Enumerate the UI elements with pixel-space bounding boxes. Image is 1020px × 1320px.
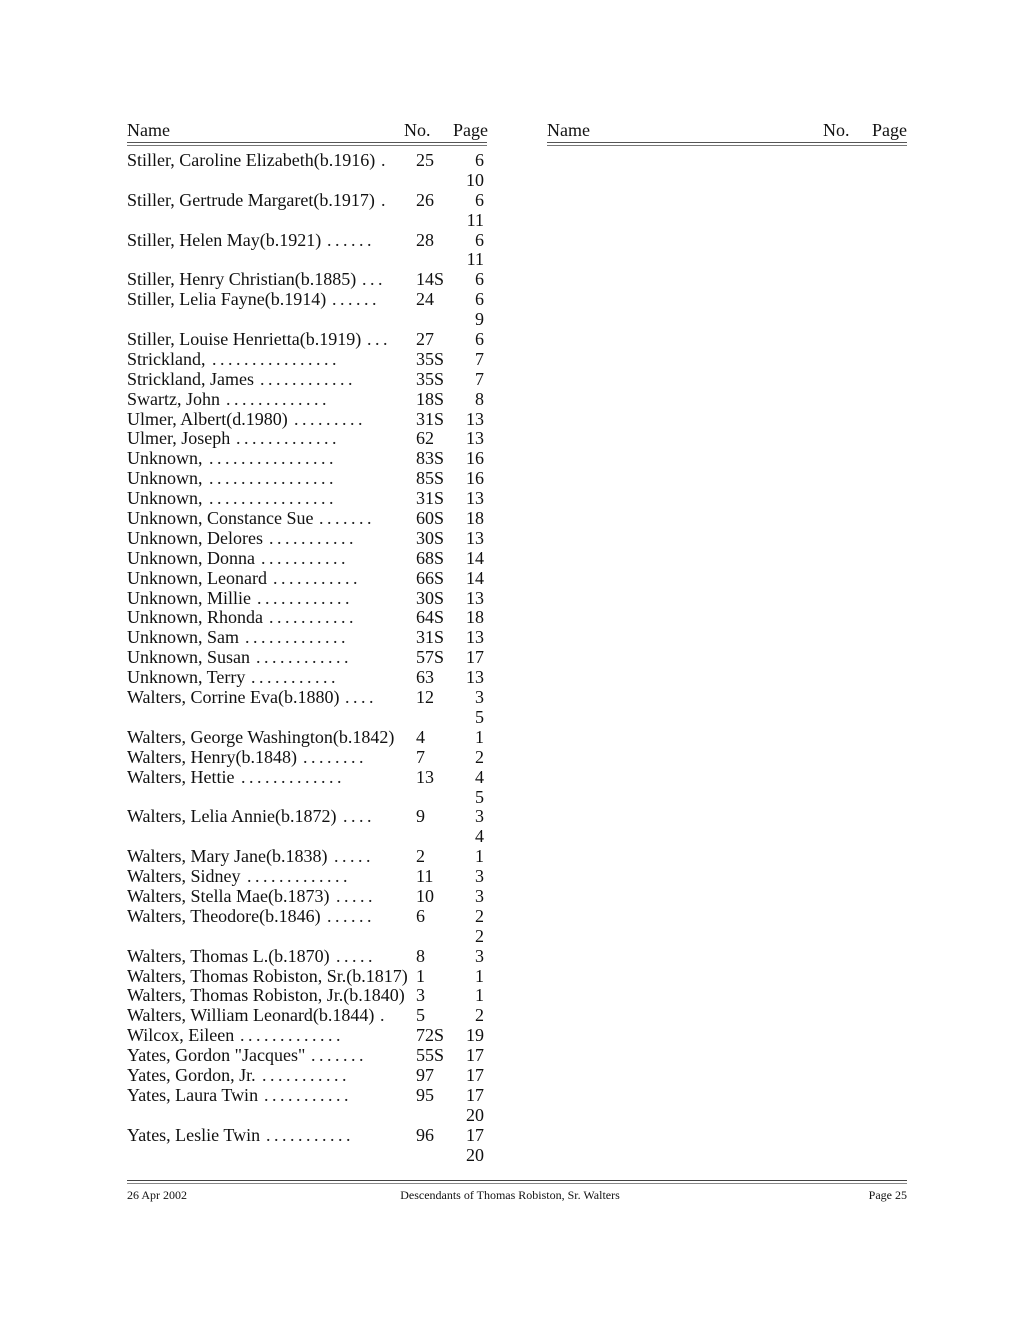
index-entry <box>127 926 497 946</box>
entry-name: Swartz, John <box>127 388 220 409</box>
index-entry <box>127 369 497 389</box>
entry-name: Walters, Thomas L.(b.1870) <box>127 945 330 966</box>
entry-dot-leader: ................ <box>209 488 337 509</box>
entry-page: 20 <box>466 1104 484 1125</box>
entry-number: 66S <box>416 567 445 588</box>
index-entry <box>127 1045 497 1065</box>
entry-number: 57S <box>416 647 445 668</box>
entry-dot-leader: ........... <box>269 607 357 628</box>
entry-page: 1 <box>475 846 484 867</box>
entry-page: 11 <box>466 249 484 270</box>
entry-name: Walters, Corrine Eva(b.1880) <box>127 687 340 708</box>
entry-number: 3 <box>416 985 425 1006</box>
entry-name: Unknown, Donna <box>127 547 255 568</box>
index-entry <box>127 707 497 727</box>
entry-page: 19 <box>466 1025 484 1046</box>
index-entry <box>127 627 497 647</box>
entry-name: Unknown, Rhonda <box>127 607 263 628</box>
entry-name: Unknown, Terry <box>127 667 246 688</box>
footer-title: Descendants of Thomas Robiston, Sr. Walters <box>400 1188 620 1202</box>
entry-name: Walters, Sidney <box>127 866 241 887</box>
index-entry <box>127 210 497 230</box>
index-entry <box>127 269 497 289</box>
entry-name: Wilcox, Eileen <box>127 1025 235 1046</box>
entry-page: 1 <box>475 726 484 747</box>
index-entry <box>127 468 497 488</box>
index-entry <box>127 846 497 866</box>
entry-page: 16 <box>466 448 484 469</box>
index-entry <box>127 647 497 667</box>
entry-page: 5 <box>475 786 484 807</box>
header-page-label: Page <box>453 120 488 140</box>
index-entry <box>127 409 497 429</box>
entry-number: 62 <box>416 428 434 449</box>
index-entry <box>127 389 497 409</box>
index-entry <box>127 767 497 787</box>
entry-dot-leader: ............ <box>260 368 356 389</box>
entry-page: 17 <box>466 647 484 668</box>
entry-name: Yates, Leslie Twin <box>127 1124 261 1145</box>
entry-name: Stiller, Caroline Elizabeth(b.1916) <box>127 150 376 170</box>
entry-page: 10 <box>466 169 484 190</box>
entry-page: 5 <box>475 706 484 727</box>
entry-page: 2 <box>475 925 484 946</box>
entry-number: 14S <box>416 269 445 290</box>
entry-name: Unknown, <box>127 448 203 469</box>
index-entry <box>127 349 497 369</box>
index-entry <box>127 528 497 548</box>
index-entry <box>127 230 497 250</box>
entry-page: 1 <box>475 965 484 986</box>
entry-page: 2 <box>475 746 484 767</box>
entry-name: Strickland, <box>127 348 206 369</box>
entry-dot-leader: ..... <box>336 945 376 966</box>
entry-name: Walters, Thomas Robiston, Jr.(b.1840) <box>127 985 405 1006</box>
entry-page: 3 <box>475 687 484 708</box>
entry-page: 16 <box>466 468 484 489</box>
entry-number: 83S <box>416 448 445 469</box>
entry-name: Unknown, Millie <box>127 587 251 608</box>
index-entry <box>127 866 497 886</box>
entry-page: 18 <box>466 607 484 628</box>
entry-name: Unknown, <box>127 468 203 489</box>
entry-number: 5 <box>416 1005 425 1026</box>
entry-page: 3 <box>475 866 484 887</box>
index-entry-list <box>127 150 497 1164</box>
entry-dot-leader: .... <box>343 806 375 827</box>
entry-number: 6 <box>416 905 425 926</box>
entry-number: 9 <box>416 806 425 827</box>
entry-page: 17 <box>466 1124 484 1145</box>
entry-page: 20 <box>466 1144 484 1165</box>
index-entry <box>127 448 497 468</box>
entry-page: 7 <box>475 368 484 389</box>
entry-number: 63 <box>416 667 434 688</box>
entry-name: Stiller, Louise Henrietta(b.1919) <box>127 329 362 350</box>
entry-page: 8 <box>475 388 484 409</box>
index-entry <box>127 568 497 588</box>
index-entry <box>127 1005 497 1025</box>
entry-dot-leader: ........... <box>269 527 357 548</box>
entry-name: Walters, Henry(b.1848) <box>127 746 297 767</box>
entry-number: 12 <box>416 687 434 708</box>
index-entry <box>127 946 497 966</box>
entry-dot-leader: ........... <box>251 667 339 688</box>
entry-page: 3 <box>475 885 484 906</box>
entry-dot-leader: ................ <box>209 448 337 469</box>
entry-dot-leader: ............ <box>257 587 353 608</box>
entry-number: 18S <box>416 388 445 409</box>
index-header-right <box>547 118 907 143</box>
index-entry <box>127 588 497 608</box>
index-entry <box>127 309 497 329</box>
entry-dot-leader: ....... <box>311 1045 367 1066</box>
entry-number: 30S <box>416 527 445 548</box>
entry-page: 13 <box>466 408 484 429</box>
entry-number: 26 <box>416 189 434 210</box>
index-entry <box>127 747 497 767</box>
entry-number: 64S <box>416 607 445 628</box>
footer-page-number: Page 25 <box>868 1188 907 1202</box>
entry-number: 85S <box>416 468 445 489</box>
entry-page: 18 <box>466 508 484 529</box>
entry-page: 14 <box>466 567 484 588</box>
entry-number: 8 <box>416 945 425 966</box>
entry-dot-leader: ............. <box>247 866 351 887</box>
entry-dot-leader: ............. <box>240 1025 344 1046</box>
index-entry <box>127 687 497 707</box>
entry-dot-leader: ......... <box>294 408 366 429</box>
entry-name: Yates, Gordon "Jacques" <box>127 1045 306 1066</box>
entry-dot-leader: ............ <box>256 647 352 668</box>
entry-dot-leader: ............. <box>226 388 330 409</box>
entry-page: 3 <box>475 806 484 827</box>
entry-page: 17 <box>466 1084 484 1105</box>
entry-number: 72S <box>416 1025 445 1046</box>
header-name-label: Name <box>127 120 170 140</box>
entry-name: Strickland, James <box>127 368 254 389</box>
entry-page: 17 <box>466 1045 484 1066</box>
entry-dot-leader: ........... <box>264 1084 352 1105</box>
entry-number: 4 <box>416 726 425 747</box>
entry-page: 4 <box>475 826 484 847</box>
entry-name: Walters, Thomas Robiston, Sr.(b.1817) <box>127 965 408 986</box>
header-number-label: No. <box>404 120 431 140</box>
entry-name: Walters, Lelia Annie(b.1872) <box>127 806 337 827</box>
entry-number: 96 <box>416 1124 434 1145</box>
entry-name: Unknown, <box>127 488 203 509</box>
entry-name: Ulmer, Albert(d.1980) <box>127 408 288 429</box>
entry-dot-leader: ...... <box>327 229 375 250</box>
entry-name: Stiller, Gertrude Margaret(b.1917) <box>127 189 375 210</box>
entry-number: 31S <box>416 488 445 509</box>
entry-name: Walters, Theodore(b.1846) <box>127 905 321 926</box>
entry-number: 97 <box>416 1064 434 1085</box>
index-entry <box>127 488 497 508</box>
entry-number: 31S <box>416 408 445 429</box>
entry-page: 13 <box>466 428 484 449</box>
entry-number: 2 <box>416 846 425 867</box>
index-entry <box>127 249 497 269</box>
entry-name: Walters, Mary Jane(b.1838) <box>127 846 328 867</box>
entry-number: 31S <box>416 627 445 648</box>
index-entry <box>127 190 497 210</box>
entry-name: Yates, Laura Twin <box>127 1084 259 1105</box>
entry-number: 35S <box>416 368 445 389</box>
entry-dot-leader: ........ <box>303 746 367 767</box>
entry-page: 6 <box>475 229 484 250</box>
entry-page: 13 <box>466 527 484 548</box>
index-entry <box>127 1105 497 1125</box>
entry-name: Ulmer, Joseph <box>127 428 231 449</box>
entry-number: 24 <box>416 289 434 310</box>
entry-name: Unknown, Susan <box>127 647 251 668</box>
entry-name: Yates, Gordon, Jr. <box>127 1064 256 1085</box>
entry-dot-leader: . <box>381 189 389 210</box>
index-entry <box>127 667 497 687</box>
entry-name: Walters, Hettie <box>127 766 235 787</box>
index-entry <box>127 985 497 1005</box>
entry-page: 2 <box>475 905 484 926</box>
entry-name: Unknown, Leonard <box>127 567 267 588</box>
entry-number: 7 <box>416 746 425 767</box>
entry-dot-leader: ........... <box>266 1124 354 1145</box>
entry-name: Walters, George Washington(b.1842) <box>127 726 395 747</box>
entry-page: 17 <box>466 1064 484 1085</box>
entry-dot-leader: . <box>380 1005 388 1026</box>
entry-dot-leader: ... <box>367 329 391 350</box>
index-entry <box>127 1085 497 1105</box>
entry-page: 13 <box>466 627 484 648</box>
index-entry <box>127 150 497 170</box>
entry-page: 6 <box>475 150 484 170</box>
entry-dot-leader: ................ <box>212 348 340 369</box>
entry-number: 1 <box>416 965 425 986</box>
entry-name: Unknown, Constance Sue <box>127 508 314 529</box>
entry-page: 4 <box>475 766 484 787</box>
entry-name: Unknown, Sam <box>127 627 239 648</box>
index-entry <box>127 428 497 448</box>
entry-name: Unknown, Delores <box>127 527 263 548</box>
entry-page: 13 <box>466 667 484 688</box>
entry-number: 35S <box>416 348 445 369</box>
index-entry <box>127 170 497 190</box>
entry-page: 1 <box>475 985 484 1006</box>
entry-dot-leader: ..... <box>334 846 374 867</box>
entry-dot-leader: ...... <box>332 289 380 310</box>
entry-number: 25 <box>416 150 434 170</box>
header-number-label: No. <box>823 120 850 140</box>
index-entry <box>127 1025 497 1045</box>
index-entry <box>127 1145 497 1165</box>
entry-dot-leader: ................ <box>209 468 337 489</box>
index-entry <box>127 826 497 846</box>
index-entry <box>127 508 497 528</box>
entry-dot-leader: ........... <box>273 567 361 588</box>
entry-dot-leader: ..... <box>336 885 376 906</box>
entry-page: 13 <box>466 587 484 608</box>
entry-number: 30S <box>416 587 445 608</box>
header-name-label: Name <box>547 120 590 140</box>
index-entry <box>127 886 497 906</box>
entry-number: 13 <box>416 766 434 787</box>
entry-name: Stiller, Helen May(b.1921) <box>127 229 322 250</box>
entry-dot-leader: ...... <box>327 905 375 926</box>
entry-number: 27 <box>416 329 434 350</box>
entry-number: 68S <box>416 547 445 568</box>
entry-page: 6 <box>475 269 484 290</box>
entry-page: 13 <box>466 488 484 509</box>
entry-name: Stiller, Lelia Fayne(b.1914) <box>127 289 327 310</box>
index-entry <box>127 966 497 986</box>
entry-dot-leader: ............. <box>245 627 349 648</box>
entry-dot-leader: ............. <box>241 766 345 787</box>
index-entry <box>127 806 497 826</box>
entry-dot-leader: . <box>381 150 389 170</box>
entry-number: 11 <box>416 866 434 887</box>
footer-date: 26 Apr 2002 <box>127 1188 187 1202</box>
entry-dot-leader: ... <box>362 269 386 290</box>
entry-number: 10 <box>416 885 434 906</box>
entry-page: 11 <box>466 209 484 230</box>
entry-name: Walters, William Leonard(b.1844) <box>127 1005 375 1026</box>
entry-dot-leader: ........... <box>261 547 349 568</box>
entry-dot-leader: ............. <box>236 428 340 449</box>
index-entry <box>127 1125 497 1145</box>
entry-page: 7 <box>475 348 484 369</box>
index-entry <box>127 289 497 309</box>
index-header-left <box>127 118 487 143</box>
entry-page: 3 <box>475 945 484 966</box>
index-entry <box>127 607 497 627</box>
entry-number: 28 <box>416 229 434 250</box>
index-entry <box>127 787 497 807</box>
index-entry <box>127 329 497 349</box>
entry-dot-leader: ........... <box>262 1064 350 1085</box>
entry-number: 55S <box>416 1045 445 1066</box>
entry-page: 6 <box>475 189 484 210</box>
entry-page: 9 <box>475 309 484 330</box>
entry-dot-leader: .... <box>345 687 377 708</box>
entry-name: Walters, Stella Mae(b.1873) <box>127 885 330 906</box>
entry-page: 14 <box>466 547 484 568</box>
entry-number: 60S <box>416 508 445 529</box>
entry-dot-leader: ....... <box>319 508 375 529</box>
entry-name: Stiller, Henry Christian(b.1885) <box>127 269 357 290</box>
index-entry <box>127 906 497 926</box>
index-entry <box>127 727 497 747</box>
entry-page: 6 <box>475 329 484 350</box>
entry-page: 6 <box>475 289 484 310</box>
entry-page: 2 <box>475 1005 484 1026</box>
entry-number: 95 <box>416 1084 434 1105</box>
index-entry <box>127 1065 497 1085</box>
index-entry <box>127 548 497 568</box>
footer-rule <box>127 1180 907 1181</box>
header-page-label: Page <box>872 120 907 140</box>
